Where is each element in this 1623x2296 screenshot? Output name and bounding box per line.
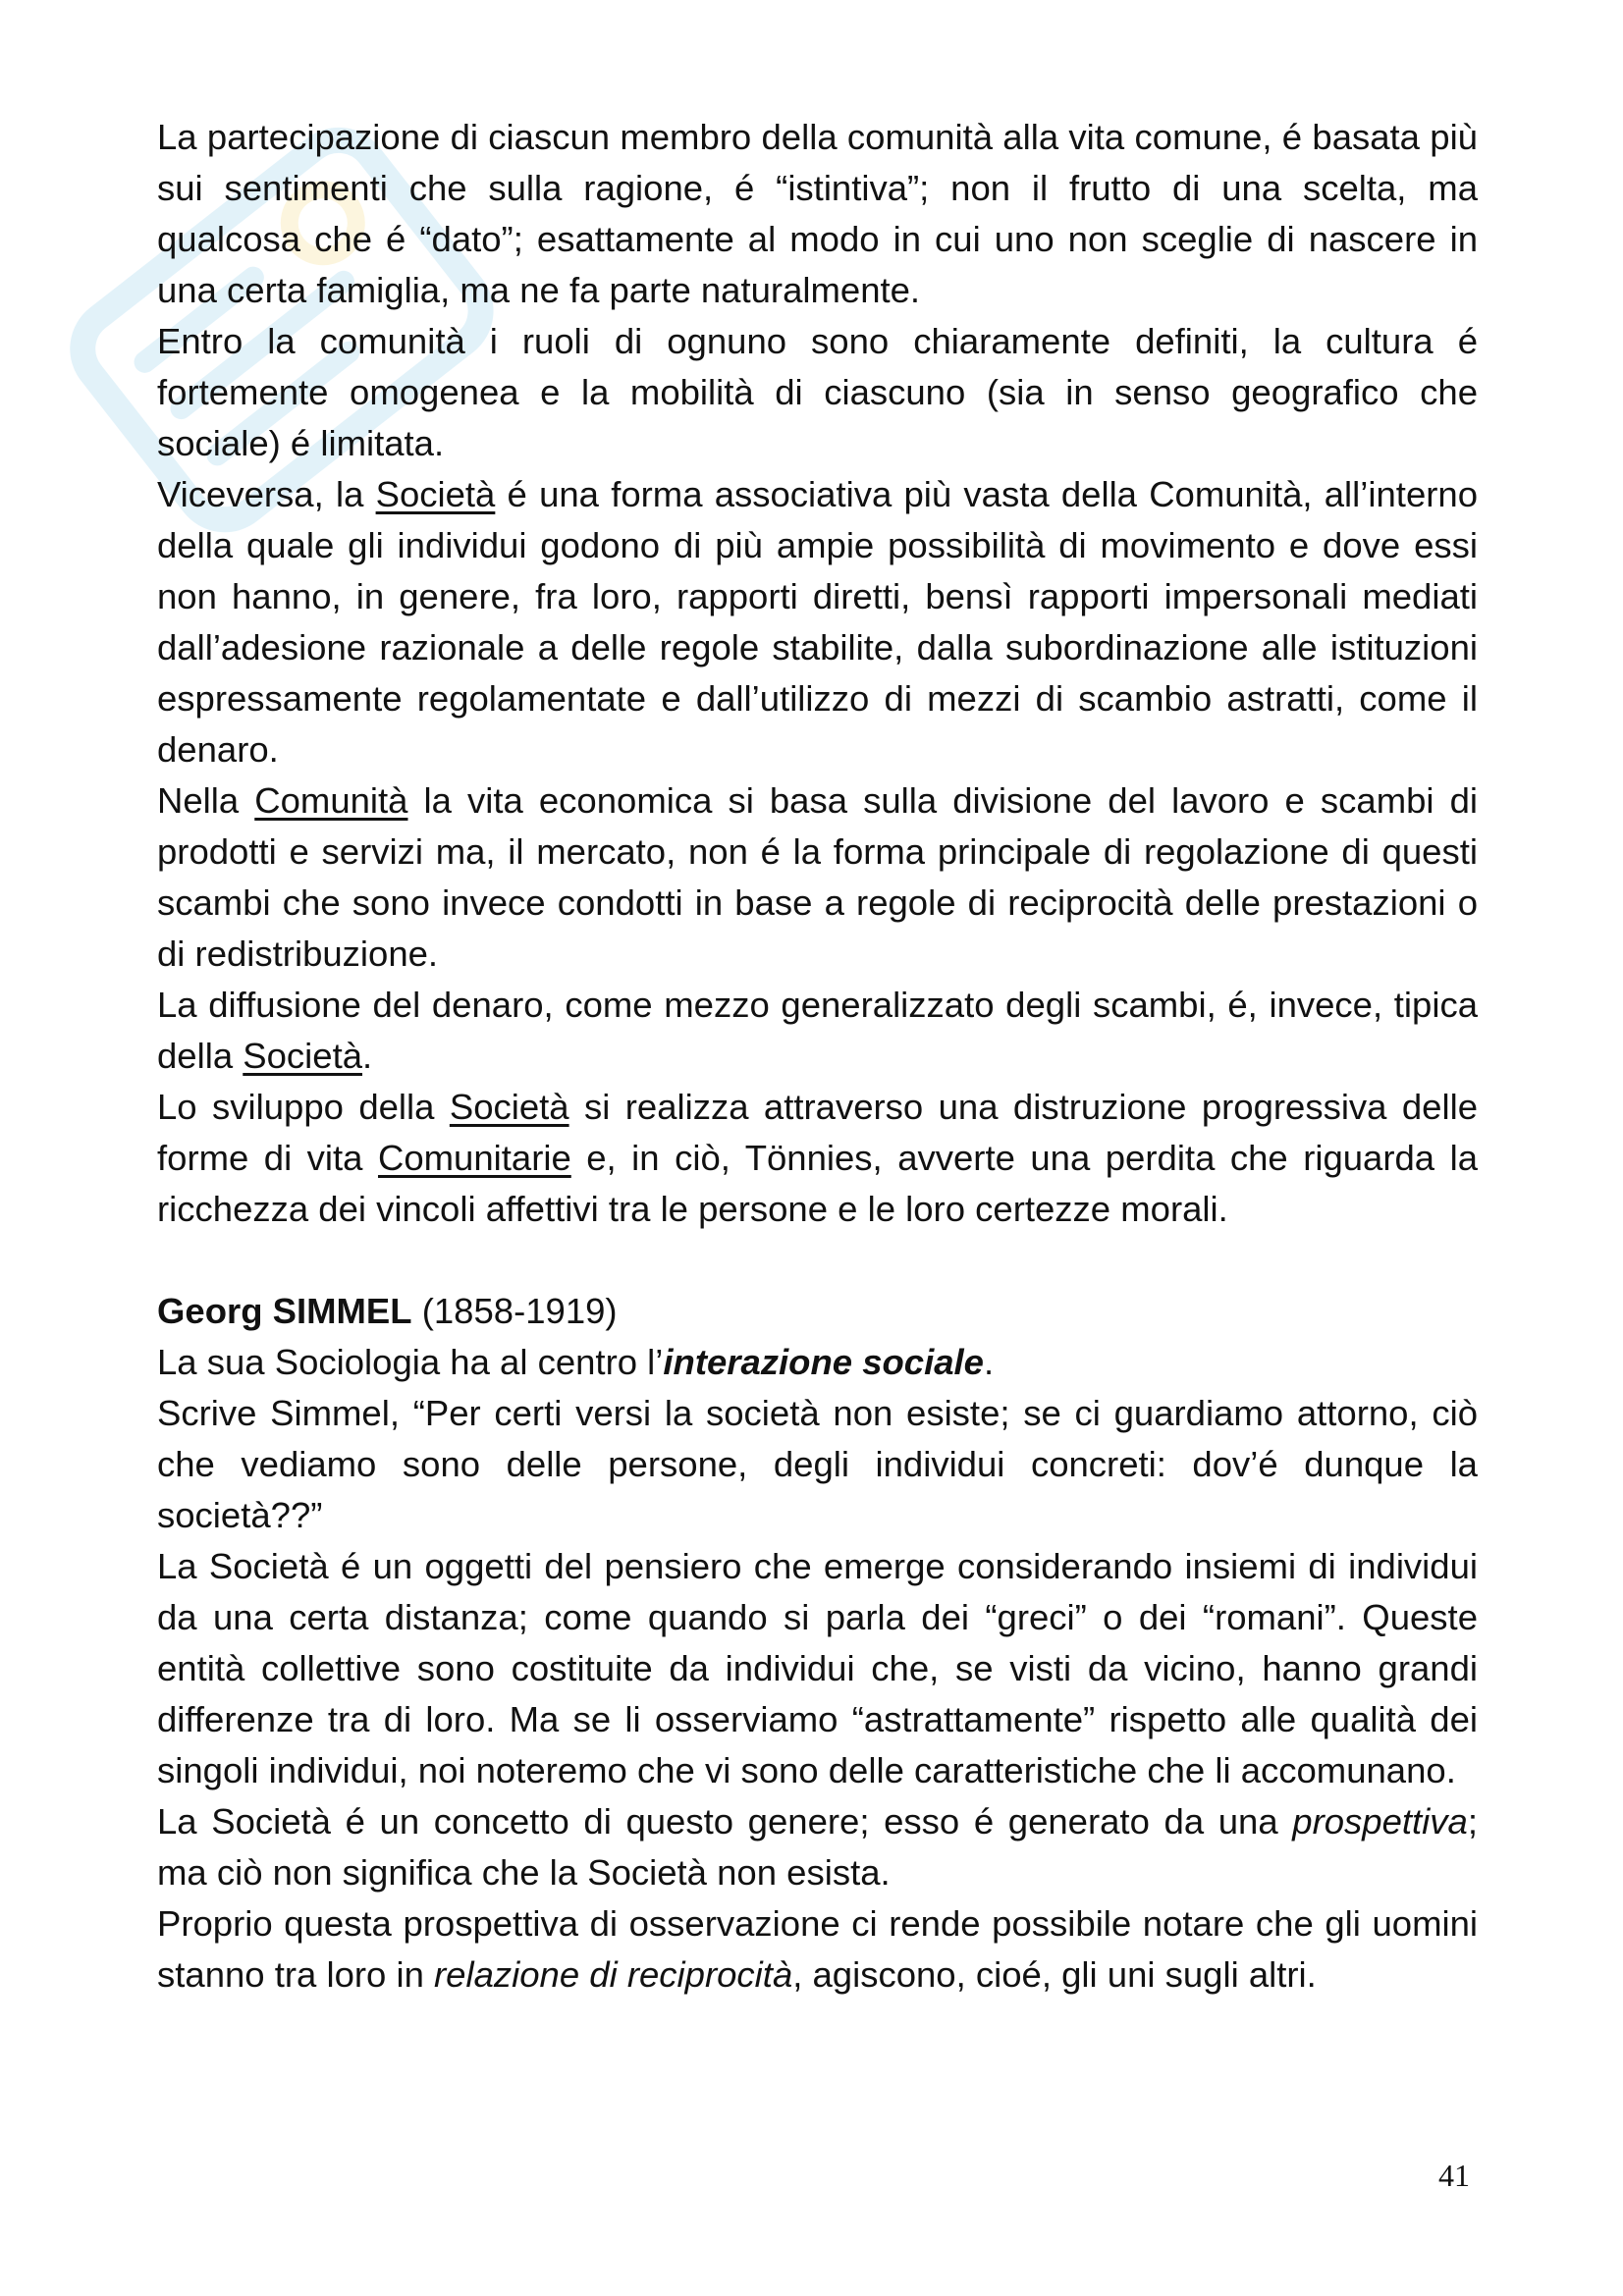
paragraph: [157, 1898, 1478, 2001]
text-run: .: [362, 1036, 373, 1076]
underlined-term: Società: [243, 1036, 363, 1076]
text-run: la vita economica si basa sulla divisione del lavoro e scambi di prodotti e servizi ma, il mercato, non é la forma principale di regolazione di questi scambi che sono invece condotti in base a regole di reciprocità delle prestazioni o di redistribuzione.: [157, 780, 1478, 974]
text-run: La sua Sociologia ha al centro l’: [157, 1342, 664, 1382]
text-run: (1858-1919): [411, 1291, 618, 1331]
text-run: .: [983, 1342, 995, 1382]
paragraph: [157, 1082, 1478, 1235]
page-number: 41: [1438, 2158, 1470, 2193]
document-body: [157, 112, 1478, 2001]
text-run: La Società é un oggetti del pensiero che emerge considerando insiemi di individui da una certa distanza; come quando si parla dei “greci” o dei “romani”. Queste entità collettive sono costituite da individui che, se visti da vicino, hanno grandi differenze tra di loro. Ma se li osserviamo “astrattamente” rispetto alle qualità dei singoli individui, noi noteremo che vi sono delle caratteristiche che li accomunano.: [157, 1546, 1478, 1790]
underlined-term: Comunità: [254, 780, 408, 821]
emphasized-term: relazione di reciprocità: [434, 1954, 793, 1995]
text-run: Entro la comunità i ruoli di ognuno sono chiaramente definiti, la cultura é fortemente omogenea e la mobilità di ciascuno (sia in senso geografico che sociale) é limitata.: [157, 321, 1478, 463]
text-run: Viceversa, la: [157, 474, 376, 514]
text-run: Scrive Simmel, “Per certi versi la società non esiste; se ci guardiamo attorno, ciò che vediamo sono delle persone, degli individui concreti: dov’é dunque la società??”: [157, 1393, 1478, 1535]
text-run: La Società é un concetto di questo genere; esso é generato da una: [157, 1801, 1293, 1842]
underlined-term: Società: [375, 474, 496, 514]
paragraph: [157, 1337, 1478, 1388]
paragraph: [157, 1286, 1478, 1337]
text-run: La partecipazione di ciascun membro della comunità alla vita comune, é basata più sui sentimenti che sulla ragione, é “istintiva”; non il frutto di una scelta, ma qualcosa che é “dato”; esattamente al modo in cui uno non sceglie di nascere in una certa famiglia, ma ne fa parte naturalmente.: [157, 117, 1478, 310]
text-run: ; ma ciò non significa che la Società non esista.: [157, 1801, 1478, 1893]
paragraph: [157, 1796, 1478, 1898]
section-heading: Georg SIMMEL: [157, 1291, 412, 1331]
paragraph: [157, 1541, 1478, 1796]
underlined-term: Comunitarie: [377, 1138, 571, 1178]
paragraph: [157, 112, 1478, 316]
paragraph: [157, 1388, 1478, 1541]
text-run: é una forma associativa più vasta della Comunità, all’interno della quale gli individui godono di più ampie possibilità di movimento e dove essi non hanno, in genere, fra loro, rapporti diretti, bensì rapporti impersonali mediati dall’adesione razionale a delle regole stabilite, dalla subordinazione alle istituzioni espressamente regolamentate e dall’utilizzo di mezzi di scambio astratti, come il denaro.: [157, 474, 1478, 770]
text-run: La diffusione del denaro, come mezzo generalizzato degli scambi, é, invece, tipica della: [157, 985, 1478, 1076]
underlined-term: Società: [449, 1087, 569, 1127]
emphasized-term: interazione sociale: [663, 1342, 984, 1382]
text-run: Nella: [157, 780, 255, 821]
text-run: Lo sviluppo della: [157, 1087, 450, 1127]
text-run: si realizza attraverso una distruzione progressiva delle forme di vita: [157, 1087, 1478, 1178]
emphasized-term: prospettiva: [1292, 1801, 1468, 1842]
text-run: Proprio questa prospettiva di osservazione ci rende possibile notare che gli uomini stanno tra loro in: [157, 1903, 1478, 1995]
paragraph: [157, 316, 1478, 469]
paragraph: [157, 775, 1478, 980]
paragraph: [157, 469, 1478, 775]
text-run: , agiscono, cioé, gli uni sugli altri.: [792, 1954, 1317, 1995]
paragraph-spacer: [157, 1235, 1478, 1286]
paragraph: [157, 980, 1478, 1082]
text-run: e, in ciò, Tönnies, avverte una perdita che riguarda la ricchezza dei vincoli affettivi tra le persone e le loro certezze morali.: [157, 1138, 1479, 1229]
